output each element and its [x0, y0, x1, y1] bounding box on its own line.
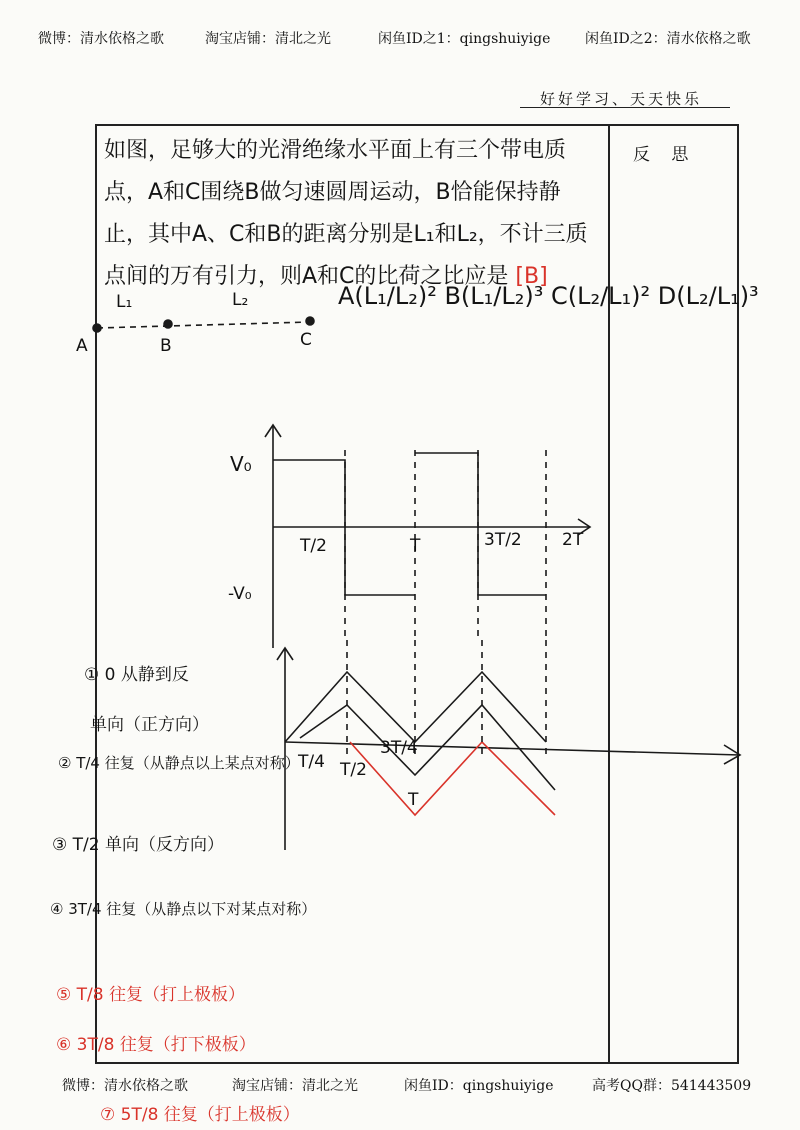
- label-b: B: [160, 336, 172, 356]
- point-c: [306, 317, 314, 325]
- motto: 好好学习、天天快乐: [540, 90, 703, 108]
- note-5: ⑤ T/8 往复（打上极板）: [56, 985, 245, 1005]
- note-2: ② T/4 往复（从静点以上某点对称）: [58, 754, 300, 772]
- point-a: [93, 324, 101, 332]
- label-l2: L₂: [232, 290, 249, 310]
- abc-line: [97, 322, 310, 328]
- point-b: [164, 320, 172, 328]
- graph1-t: T: [410, 536, 421, 556]
- footer-xianyu: 闲鱼ID：qingshuiyige: [404, 1078, 554, 1094]
- note-6: ⑥ 3T/8 往复（打下极板）: [56, 1035, 256, 1055]
- graph2-t-axis: [285, 742, 740, 755]
- header-taobao: 淘宝店铺：清北之光: [205, 31, 331, 47]
- note-1: ① 0 从静到反: [84, 665, 189, 685]
- graph2-t-3-4: 3T/4: [380, 738, 418, 758]
- label-a: A: [76, 336, 88, 356]
- header-xianyu-2: 闲鱼ID之2：清水依格之歌: [585, 31, 751, 47]
- header-weibo: 微博：清水依格之歌: [38, 31, 164, 47]
- footer-qq: 高考QQ群：541443509: [592, 1078, 752, 1094]
- graph1-t-3-2: 3T/2: [484, 530, 522, 550]
- question-answer: [B]: [515, 264, 548, 289]
- reflection-label: 反 思: [633, 145, 697, 165]
- graph1-neg-v0: -V₀: [228, 584, 252, 604]
- label-l1: L₁: [116, 292, 133, 312]
- question-body: 如图，足够大的光滑绝缘水平面上有三个带电质点，A和C围绕B做匀速圆周运动，B恰能保持静止，其中A、C和B的距离分别是L₁和L₂，不计三质点间的万有引力，则A和C的比荷之比应是: [104, 138, 588, 289]
- graph2-curve-1: [285, 672, 546, 742]
- graph1-t-2: 2T: [562, 530, 584, 550]
- label-c: C: [300, 330, 312, 350]
- graph1-wave-2: [415, 453, 546, 595]
- footer-taobao: 淘宝店铺：清北之光: [232, 1078, 358, 1094]
- graph2-t-2: T/2: [340, 760, 367, 780]
- header-xianyu-1: 闲鱼ID之1：qingshuiyige: [378, 31, 551, 47]
- note-7: ⑦ 5T/8 往复（打上极板）: [100, 1105, 300, 1125]
- graph1-t-half: T/2: [300, 536, 327, 556]
- graph1-v0: V₀: [230, 452, 252, 476]
- footer-weibo: 微博：清水依格之歌: [62, 1078, 188, 1094]
- note-3: ③ T/2 单向（反方向）: [52, 835, 224, 855]
- note-1b: 单向（正方向）: [90, 715, 209, 735]
- graph2-t: T: [408, 790, 419, 810]
- answer-options: A(L₁/L₂)² B(L₁/L₂)³ C(L₂/L₁)² D(L₂/L₁)³: [338, 282, 759, 310]
- note-4: ④ 3T/4 往复（从静点以下对某点对称）: [50, 900, 317, 918]
- graph2-t-4: T/4: [298, 752, 325, 772]
